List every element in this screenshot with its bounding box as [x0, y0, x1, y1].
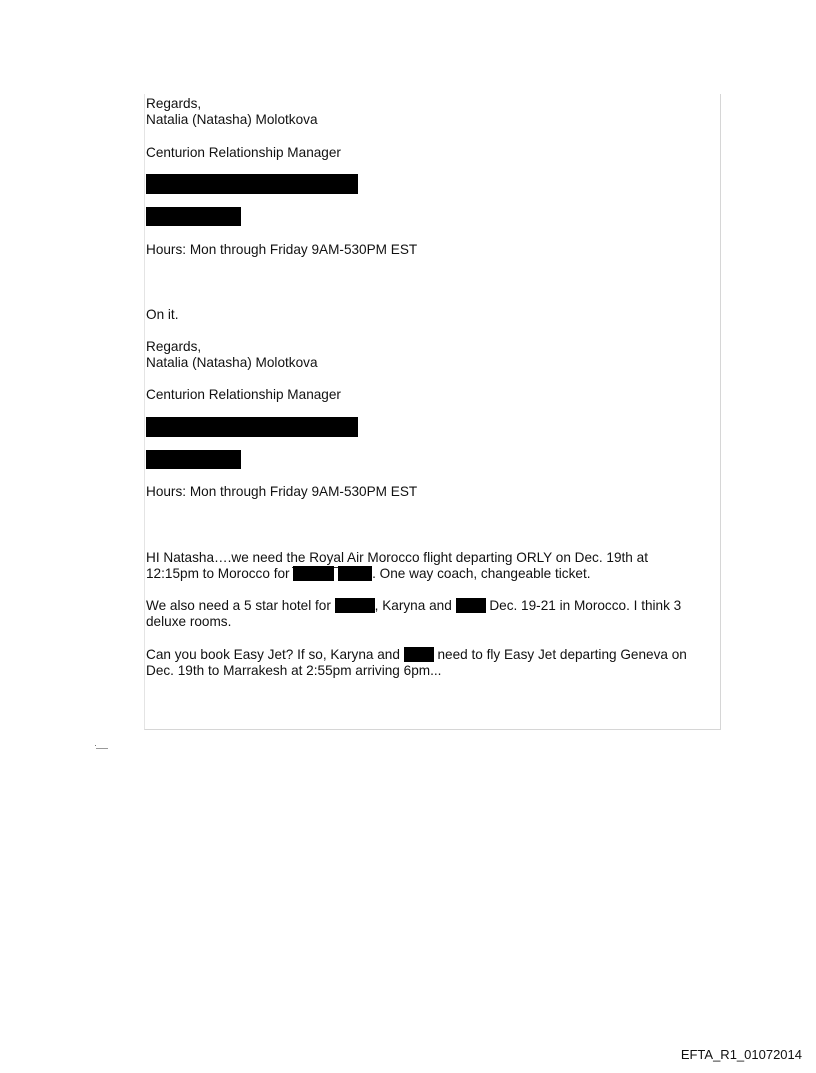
- signature-name: Natalia (Natasha) Molotkova: [146, 112, 318, 127]
- redaction-block: [404, 647, 434, 662]
- signature-hours: Hours: Mon through Friday 9AM-530PM EST: [146, 484, 418, 499]
- request-line: [146, 598, 681, 614]
- redaction-block: [146, 450, 241, 469]
- document-id: EFTA_R1_01072014: [680, 1047, 802, 1062]
- request-line: deluxe rooms.: [146, 614, 232, 629]
- request-text: , Karyna and: [374, 598, 452, 613]
- request-text: Dec. 19-21 in Morocco. I think 3: [489, 598, 682, 613]
- signature-title: Centurion Relationship Manager: [146, 387, 341, 402]
- signature-regards: Regards,: [146, 339, 202, 354]
- redaction-block: [338, 566, 372, 581]
- request-text: We also need a 5 star hotel for: [146, 598, 331, 613]
- redaction-block: [335, 598, 375, 613]
- request-line: [146, 647, 687, 663]
- request-line: [146, 566, 591, 582]
- request-text: 12:15pm to Morocco for: [146, 566, 290, 581]
- redaction-block: [456, 598, 486, 613]
- redaction-block: [293, 566, 334, 581]
- marginal-mark: [95, 745, 109, 749]
- request-text: . One way coach, changeable ticket.: [372, 566, 591, 581]
- request-line: Dec. 19th to Marrakesh at 2:55pm arriving 6pm...: [146, 663, 442, 678]
- signature-hours: Hours: Mon through Friday 9AM-530PM EST: [146, 242, 418, 257]
- signature-name: Natalia (Natasha) Molotkova: [146, 355, 318, 370]
- request-line: HI Natasha….we need the Royal Air Morocco flight departing ORLY on Dec. 19th at: [146, 550, 648, 565]
- redaction-block: [146, 417, 358, 437]
- request-text: need to fly Easy Jet departing Geneva on: [437, 647, 687, 662]
- request-text: Can you book Easy Jet? If so, Karyna and: [146, 647, 400, 662]
- redaction-block: [146, 207, 241, 226]
- signature-title: Centurion Relationship Manager: [146, 145, 341, 160]
- signature-regards: Regards,: [146, 96, 202, 111]
- reply-text: On it.: [146, 307, 179, 322]
- redaction-block: [146, 174, 358, 194]
